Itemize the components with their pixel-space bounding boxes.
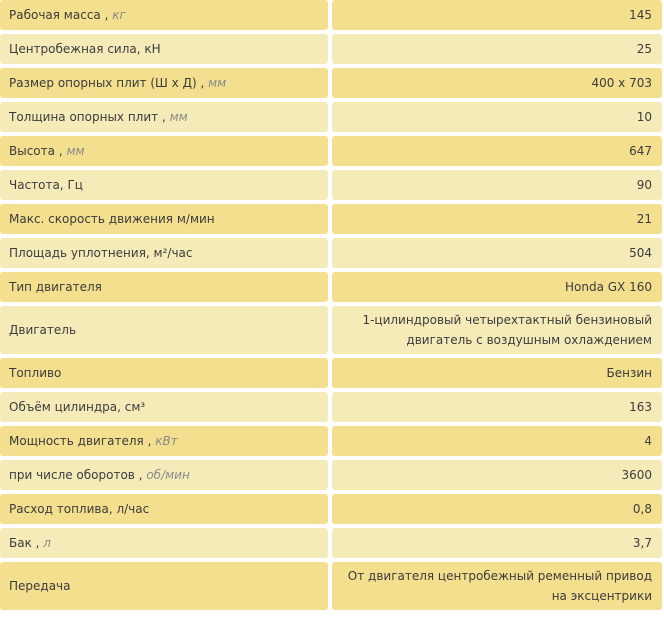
spec-value-text: 3600	[621, 468, 652, 482]
spec-label	[0, 528, 328, 558]
spec-label-text: Мощность двигателя	[9, 434, 144, 448]
spec-row	[0, 426, 664, 456]
spec-label	[0, 170, 328, 200]
spec-value-text: 163	[629, 400, 652, 414]
spec-value-text: 145	[629, 8, 652, 22]
spec-value	[332, 494, 662, 524]
spec-label	[0, 204, 328, 234]
spec-value	[332, 562, 662, 610]
spec-label	[0, 102, 328, 132]
spec-row	[0, 272, 664, 302]
spec-label-text: Центробежная сила, кН	[9, 42, 161, 56]
spec-value-text: 400 х 703	[591, 76, 652, 90]
spec-row	[0, 68, 664, 98]
spec-value	[332, 528, 662, 558]
spec-label-text: Передача	[9, 579, 71, 593]
spec-value-text: 0,8	[632, 502, 652, 516]
spec-value-text: 21	[636, 212, 652, 226]
unit-separator: ,	[158, 110, 170, 124]
spec-value	[332, 238, 662, 268]
spec-row	[0, 238, 664, 268]
spec-value-text: 504	[629, 246, 652, 260]
spec-label-text: Топливо	[9, 366, 62, 380]
spec-label-text: Толщина опорных плит	[9, 110, 159, 124]
spec-value-text: 90	[636, 178, 652, 192]
unit-separator: ,	[55, 144, 67, 158]
spec-row	[0, 358, 664, 388]
spec-value-text: Бензин	[606, 366, 652, 380]
spec-value-text: 10	[636, 110, 652, 124]
spec-unit: кВт	[155, 434, 178, 448]
spec-value-text: 1-цилиндровый четырехтактный бензиновый двигатель с воздушным охлаждением	[362, 313, 652, 347]
spec-value	[332, 102, 662, 132]
spec-value	[332, 272, 662, 302]
spec-value	[332, 358, 662, 388]
spec-label	[0, 272, 328, 302]
spec-value-text: 4	[644, 434, 652, 448]
spec-row	[0, 460, 664, 490]
spec-label	[0, 562, 328, 610]
spec-value-text: 25	[636, 42, 652, 56]
spec-unit: мм	[66, 144, 85, 158]
spec-value	[332, 204, 662, 234]
spec-row	[0, 204, 664, 234]
spec-row	[0, 528, 664, 558]
spec-value	[332, 136, 662, 166]
spec-label-text: Двигатель	[9, 323, 77, 337]
spec-unit: мм	[169, 110, 188, 124]
spec-label	[0, 238, 328, 268]
spec-label	[0, 34, 328, 64]
spec-unit: об/мин	[146, 468, 190, 482]
spec-row	[0, 0, 664, 30]
spec-value	[332, 306, 662, 354]
unit-separator: ,	[143, 434, 156, 448]
unit-separator: ,	[100, 8, 113, 22]
spec-row	[0, 136, 664, 166]
spec-value	[332, 426, 662, 456]
spec-label-text: Частота, Гц	[9, 178, 83, 192]
spec-unit: мм	[208, 76, 227, 90]
spec-unit: кг	[112, 8, 126, 22]
spec-label	[0, 68, 328, 98]
spec-label	[0, 306, 328, 354]
spec-value	[332, 460, 662, 490]
spec-label	[0, 0, 328, 30]
spec-row	[0, 170, 664, 200]
unit-separator: ,	[134, 468, 147, 482]
spec-label	[0, 426, 328, 456]
spec-label	[0, 136, 328, 166]
spec-label	[0, 494, 328, 524]
unit-separator: ,	[196, 76, 209, 90]
spec-label	[0, 392, 328, 422]
spec-label	[0, 460, 328, 490]
spec-value	[332, 170, 662, 200]
spec-unit: л	[43, 536, 51, 550]
spec-value-text: 647	[629, 144, 652, 158]
spec-label-text: Тип двигателя	[9, 280, 102, 294]
spec-value	[332, 68, 662, 98]
spec-row	[0, 562, 664, 610]
spec-label-text: Рабочая масса	[9, 8, 101, 22]
spec-label-text: Объём цилиндра, см³	[9, 400, 146, 414]
spec-row	[0, 392, 664, 422]
spec-label-text: Макс. скорость движения м/мин	[9, 212, 215, 226]
spec-label-text: Расход топлива, л/час	[9, 502, 150, 516]
spec-value-text: 3,7	[632, 536, 652, 550]
spec-label-text: Размер опорных плит (Ш х Д)	[9, 76, 197, 90]
spec-row	[0, 102, 664, 132]
spec-value	[332, 0, 662, 30]
unit-separator: ,	[31, 536, 44, 550]
spec-row	[0, 306, 664, 354]
spec-value-text: От двигателя центробежный ременный привод на эксцентрики	[347, 569, 652, 603]
spec-row	[0, 494, 664, 524]
spec-label-text: Высота	[9, 144, 55, 158]
spec-value	[332, 392, 662, 422]
spec-label-text: при числе оборотов	[9, 468, 135, 482]
spec-label	[0, 358, 328, 388]
spec-row	[0, 34, 664, 64]
spec-label-text: Бак	[9, 536, 32, 550]
spec-value	[332, 34, 662, 64]
spec-value-text: Honda GX 160	[565, 280, 652, 294]
spec-label-text: Площадь уплотнения, м²/час	[9, 246, 193, 260]
